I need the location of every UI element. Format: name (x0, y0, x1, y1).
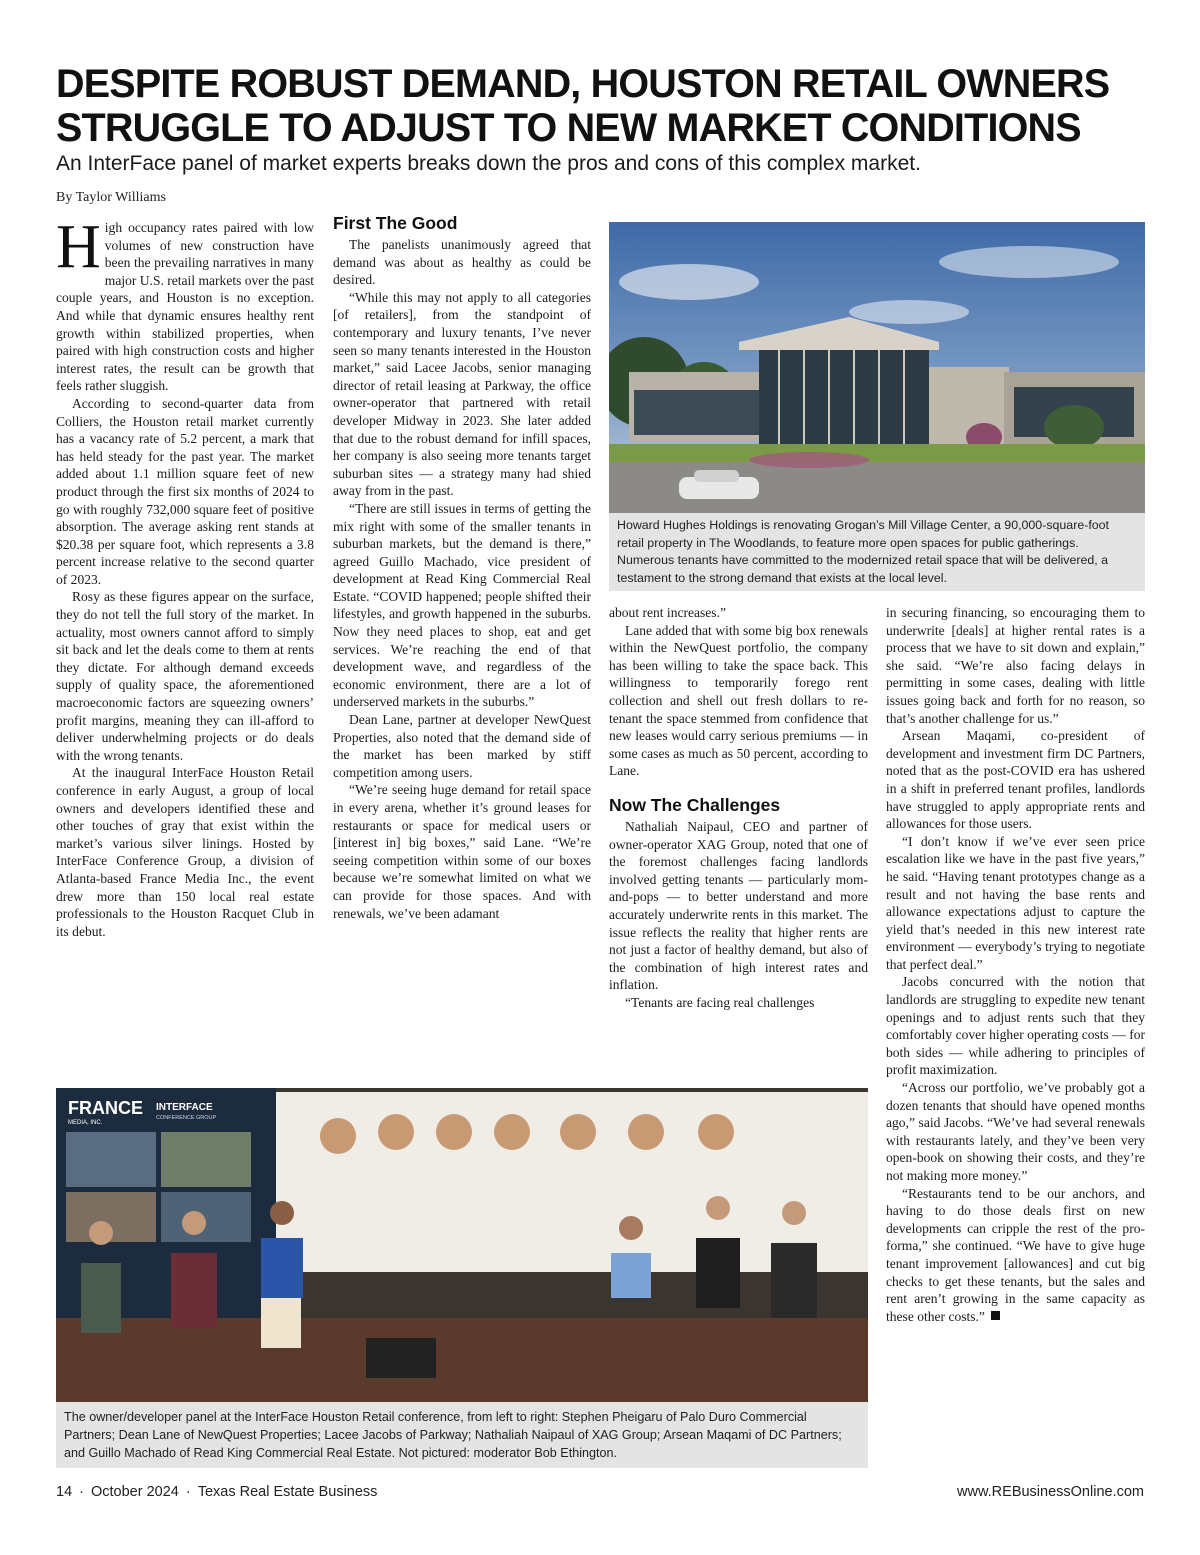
photo-caption-panel: The owner/developer panel at the InterFace Houston Retail conference, from left to right: Stephen Pheigaru of Palo Duro Commercial Partners; Dean Lane of NewQuest Properties; Lacee Jacobs of Parkway; Nathaliah Naipaul of XAG Group; Arsean Maqami of DC Partners; and Guillo Machado of Read King Commercial Real Estate. Not pictured: moderator Bob Ethington. (56, 1402, 868, 1468)
paragraph: “Across our portfolio, we’ve probably got a dozen tenants that should have opened months ago,” said Jacobs. “We’ve had several renewals with restaurants lately, and they’ve been very open-book on showing their costs, and they’re not making more money.” (886, 1080, 1145, 1183)
issue-date: October 2024 (90, 1484, 179, 1500)
publication-url[interactable]: www.REBusinessOnline.com (957, 1484, 1144, 1500)
retail-center-illustration (609, 222, 1145, 513)
publication-name: Texas Real Estate Business (197, 1484, 378, 1500)
paragraph: “I don’t know if we’ve ever seen price escalation like we have in the past five years,” he said. “Having tenant prototypes change as a result and not having the base rents and allowance expectations adjust to capture the yield that’s needed in this new interest rate environment — everybody’s trying to negotiate that perfect deal.” (886, 833, 1145, 972)
column-2 (333, 212, 591, 922)
paragraph-text: igh occupancy rates paired with low volumes of new construction have been the prevailing narratives in many major U.S. retail markets over the past couple years, and Houston is no exception. And while that dynamic ensures healthy rent growth within stabilized properties, when paired with high construction costs and higher interest rates, the result can be growth that feels rather sluggish. (56, 220, 314, 394)
photo-caption-retail-center: Howard Hughes Holdings is renovating Grogan’s Mill Village Center, a 90,000-square-foot retail property in The Woodlands, to feature more open spaces for public gatherings. Numerous tenants have committed to the modernized retail space that will be delivered, a testament to the strong demand that exists at the local level. (609, 513, 1145, 591)
column-1 (56, 213, 314, 940)
column-4 (886, 604, 1145, 1325)
subhead-now-the-challenges: Now The Challenges (609, 794, 781, 815)
page-footer-left (56, 1484, 377, 1500)
end-mark-icon (991, 1311, 1000, 1320)
paragraph: about rent increases.” (609, 605, 726, 620)
paragraph: The panelists unanimously agreed that demand was about as healthy as could be desired. (333, 237, 591, 288)
paragraph: According to second-quarter data from Colliers, the Houston retail market currently has a vacancy rate of 5.2 percent, a mark that has held steady for the past year. The market added about 1.1 million square feet of new product through the first six months of 2024 to go with roughly 732,000 square feet of positive absorption. The average asking rent stands at $20.38 per square foot, which represents a 3.8 percent increase relative to the second quarter of 2023. (56, 395, 314, 587)
banner-brand: FRANCE (68, 1098, 143, 1118)
banner-brand-sub: MEDIA, INC. (68, 1120, 103, 1126)
paragraph: Jacobs concurred with the notion that landlords are struggling to expedite new tenant openings and to adjust rents such that they comfortably cover higher operating costs — for both sides — while adhering to principles of profit maximization. (886, 974, 1145, 1078)
drop-cap: H (56, 213, 101, 281)
paragraph: Lane added that with some big box renewals within the NewQuest portfolio, the company has been willing to take the space back. This willingness to temporarily forego rent collection and shell out fresh dollars to re-tenant the space stemmed from confidence that new leases would carry serious premiums — in some cases as much as 50 percent, according to Lane. (609, 622, 868, 779)
paragraph: Arsean Maqami, co-president of development and investment firm DC Partners, noted that as the post-COVID era has ushered in a shift in preferred tenant profiles, landlords have struggled to apply appropriate rents and allowances for those users. (886, 728, 1145, 832)
paragraph (56, 213, 314, 395)
panel-discussion-illustration (56, 1088, 868, 1402)
article-byline: By Taylor Williams (56, 190, 166, 205)
page-number: 14 (56, 1484, 73, 1500)
subhead-first-the-good: First The Good (333, 213, 458, 233)
separator-dot: · (79, 1484, 84, 1500)
paragraph: “While this may not apply to all categories [of retailers], from the standpoint of contemporary and luxury tenants, I’ve never seen so many tenants interested in the Houston market,” said Lacee Jacobs, senior managing director of retail leasing at Parkway, the office owner-operator that partnered with retail developer Midway in 2023. She later added that due to the robust demand for infill spaces, her company is also seeing more tenants target suburban sites — a strategy many had shied away from in the past. (333, 289, 591, 499)
article-deck: An InterFace panel of market experts breaks down the pros and cons of this complex market. (56, 152, 921, 175)
paragraph: Nathaliah Naipaul, CEO and partner of owner-operator XAG Group, noted that one of the foremost challenges facing landlords involved getting tenants — particularly mom-and-pops — to better understand and more accurately underwrite rents in this market. The issue reflects the reality that higher rents are not just a factor of healthy demand, but also of the combination of high interest rates and inflation. (609, 818, 868, 993)
paragraph: Dean Lane, partner at developer NewQuest Properties, also noted that the demand side of the market has been marked by stiff competition among users. (333, 712, 591, 780)
banner-title-sub: CONFERENCE GROUP (156, 1115, 217, 1121)
paragraph: “There are still issues in terms of getting the mix right with some of the smaller tenants in suburban markets, but the demand is there,” agreed Guillo Machado, vice president of development at Read King Commercial Real Estate. “COVID happened; people shifted their lifestyles, and growth happened in the suburbs. Now they need places to shop, eat and get services. We’re reaching the end of that development wave, and regardless of the economic environment, there are a lot of underserved markets in the suburbs.” (333, 500, 591, 710)
paragraph: “We’re seeing huge demand for retail space in every arena, whether it’s ground leases for restaurants or space for medical users or [interest in] big boxes,” said Lane. “We’re seeing competition within some of our boxes because we’re somewhat limited on what we can provide for those spaces. And with renewals, we’ve been adamant (333, 782, 591, 921)
paragraph (886, 1185, 1145, 1326)
article-headline (56, 62, 1156, 150)
panel-discussion-image (56, 1088, 868, 1402)
column-3 (609, 604, 868, 1011)
paragraph: “Tenants are facing real challenges (625, 994, 815, 1010)
headline-line-1: DESPITE ROBUST DEMAND, HOUSTON RETAIL OWNERS (56, 62, 1110, 106)
paragraph-text: “Restaurants tend to be our anchors, and having to do those deals first on new developments can cripple the rest of the pro-forma,” she continued. “We have to give huge tenant improvement [allowances] and cut big checks to get these tenants, but the sales and rent aren’t growing in the same capacity as these other costs.” (886, 1185, 1145, 1324)
headline-line-2: STRUGGLE TO ADJUST TO NEW MARKET CONDITIONS (56, 106, 1081, 150)
paragraph: Rosy as these figures appear on the surface, they do not tell the full story of the market. In actuality, most owners cannot afford to simply sit back and let the deals come to them at rents they dictate. For although demand exceeds supply of quality space, the aforementioned macroeconomic factors are squeezing owners’ profit margins, meaning they can ill-afford to deliver underwhelming projects or do deals with the wrong tenants. (56, 589, 314, 763)
paragraph: in securing financing, so encouraging them to underwrite [deals] at higher rental rates is a process that we have to sit down and explain,” she said. “We’re also facing delays in permitting in some cases, dealing with little issues going back and forth for no reason, so that’s another challenge for us.” (886, 605, 1145, 726)
separator-dot: · (185, 1484, 191, 1500)
paragraph: At the inaugural InterFace Houston Retail conference in early August, a group of local owners and developers identified these and other touches of gray that exist within the market’s various silver linings. Hosted by InterFace Conference Group, a division of Atlanta-based France Media Inc., the event drew more than 150 local real estate professionals to the Houston Racquet Club in its debut. (56, 765, 314, 939)
retail-center-rendering-image (609, 222, 1145, 513)
banner-title: INTERFACE (156, 1102, 213, 1113)
